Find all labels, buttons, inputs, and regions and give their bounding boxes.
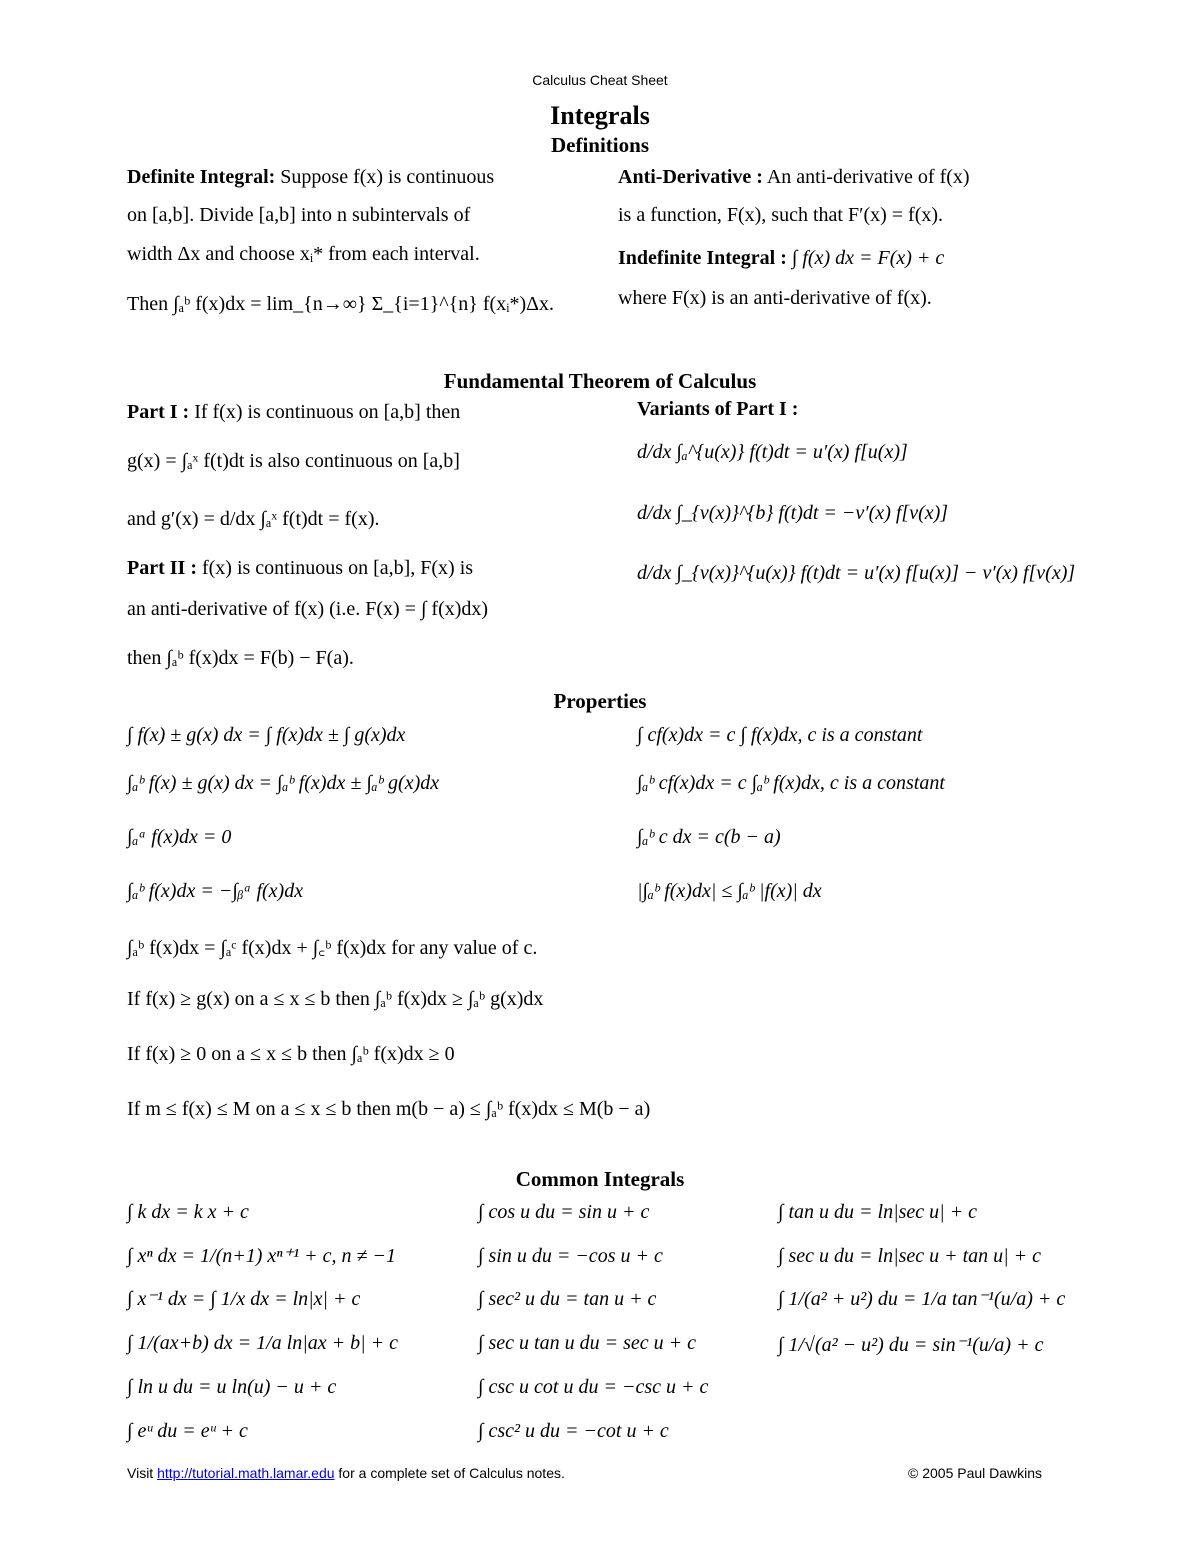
section-ftc: Fundamental Theorem of Calculus [443,369,757,393]
integral: ∫ k dx = k x + c [127,1201,249,1223]
property: ∫ₐᵇ cf(x)dx = c ∫ₐᵇ f(x)dx, c is a constant [637,772,945,794]
page-title: Integrals [550,101,650,130]
text: f(x) is continuous on [a,b], F(x) is [201,557,474,579]
anti-label: Anti-Derivative : [618,166,763,188]
integral: ∫ tan u du = ln|sec u| + c [778,1201,977,1223]
part2-line: an anti-derivative of f(x) (i.e. F(x) = ∫ f(x)dx) [127,598,489,620]
indef-label: Indefinite Integral : [618,247,787,269]
indefinite-line [618,246,944,270]
part1-line [127,400,460,424]
integral: ∫ csc u cot u du = −csc u + c [478,1376,709,1398]
section-definitions: Definitions [550,133,649,157]
text: If f(x) is continuous on [a,b] then [194,401,461,423]
footer-note [127,1461,565,1485]
part1-label: Part I : [127,401,190,423]
section-common-integrals: Common Integrals [515,1167,685,1191]
indef-where: where F(x) is an anti-derivative of f(x). [618,287,932,309]
definite-line: Then ∫ₐᵇ f(x)dx = lim_{n→∞} Σ_{i=1}^{n} f(xᵢ*)Δx. [127,293,554,315]
property: ∫ₐᵇ f(x) ± g(x) dx = ∫ₐᵇ f(x)dx ± ∫ₐᵇ g(x)dx [127,772,440,794]
part1-line: g(x) = ∫ₐˣ f(t)dt is also continuous on [a,b] [127,450,460,472]
variant-formula: d/dx ∫_{v(x)}^{u(x)} f(t)dt = u′(x) f[u(x)] − v′(x) f[v(x)] [637,562,1076,584]
integral: ∫ ln u du = u ln(u) − u + c [127,1376,337,1398]
variant-formula: d/dx ∫_{v(x)}^{b} f(t)dt = −v′(x) f[v(x)] [637,502,949,524]
definite-line: width Δx and choose xᵢ* from each interval. [127,243,480,265]
integral: ∫ x⁻¹ dx = ∫ 1/x dx = ln|x| + c [127,1288,361,1310]
integral: ∫ 1/(a² + u²) du = 1/a tan⁻¹(u/a) + c [778,1288,1066,1310]
part2-label: Part II : [127,557,197,579]
property: ∫ₐᵇ f(x)dx = −∫ᵦᵃ f(x)dx [127,880,304,902]
property: ∫ f(x) ± g(x) dx = ∫ f(x)dx ± ∫ g(x)dx [127,724,406,746]
property: ∫ cf(x)dx = c ∫ f(x)dx, c is a constant [637,724,923,746]
part2-line: then ∫ₐᵇ f(x)dx = F(b) − F(a). [127,647,354,669]
integral: ∫ xⁿ dx = 1/(n+1) xⁿ⁺¹ + c, n ≠ −1 [127,1245,396,1267]
variant-formula: d/dx ∫ₐ^{u(x)} f(t)dt = u′(x) f[u(x)] [637,441,908,463]
copyright: © 2005 Paul Dawkins [908,1465,1043,1481]
integral: ∫ sin u du = −cos u + c [478,1245,663,1267]
property: If m ≤ f(x) ≤ M on a ≤ x ≤ b then m(b − a) ≤ ∫ₐᵇ f(x)dx ≤ M(b − a) [127,1098,651,1120]
integral: ∫ csc² u du = −cot u + c [478,1420,669,1442]
part1-line: and g′(x) = d/dx ∫ₐˣ f(t)dt = f(x). [127,508,380,530]
label: Variants of Part I : [637,398,799,420]
property: ∫ₐᵇ f(x)dx = ∫ₐᶜ f(x)dx + ∫꜀ᵇ f(x)dx for any value of c. [127,937,538,959]
integral: ∫ sec u du = ln|sec u + tan u| + c [778,1245,1042,1267]
formula: ∫ f(x) dx = F(x) + c [791,247,945,269]
page-header: Calculus Cheat Sheet [532,72,668,88]
integral: ∫ 1/√(a² − u²) du = sin⁻¹(u/a) + c [778,1334,1044,1356]
definite-integral-line [127,165,494,189]
variants-label [637,397,798,421]
footer-text: for a complete set of Calculus notes. [338,1465,565,1481]
anti-derivative-line [618,165,970,189]
section-properties: Properties [553,689,647,713]
integral: ∫ cos u du = sin u + c [478,1201,650,1223]
definite-line: on [a,b]. Divide [a,b] into n subintervals of [127,204,471,226]
property: |∫ₐᵇ f(x)dx| ≤ ∫ₐᵇ |f(x)| dx [637,880,822,902]
property: ∫ₐᵃ f(x)dx = 0 [127,826,232,848]
definite-label: Definite Integral: [127,166,276,188]
part2-line [127,556,473,580]
visit-text: Visit [127,1465,154,1481]
property: ∫ₐᵇ c dx = c(b − a) [637,826,781,848]
notes-link[interactable]: http://tutorial.math.lamar.edu [157,1465,335,1481]
text: Suppose f(x) is continuous [280,166,495,188]
integral: ∫ sec² u du = tan u + c [478,1288,657,1310]
text: An anti-derivative of f(x) [766,166,970,188]
property: If f(x) ≥ g(x) on a ≤ x ≤ b then ∫ₐᵇ f(x)dx ≥ ∫ₐᵇ g(x)dx [127,988,544,1010]
integral: ∫ eᵘ du = eᵘ + c [127,1420,248,1442]
property: If f(x) ≥ 0 on a ≤ x ≤ b then ∫ₐᵇ f(x)dx ≥ 0 [127,1043,455,1065]
integral: ∫ sec u tan u du = sec u + c [478,1332,696,1354]
anti-line: is a function, F(x), such that F′(x) = f(x). [618,204,944,226]
integral: ∫ 1/(ax+b) dx = 1/a ln|ax + b| + c [127,1332,398,1354]
